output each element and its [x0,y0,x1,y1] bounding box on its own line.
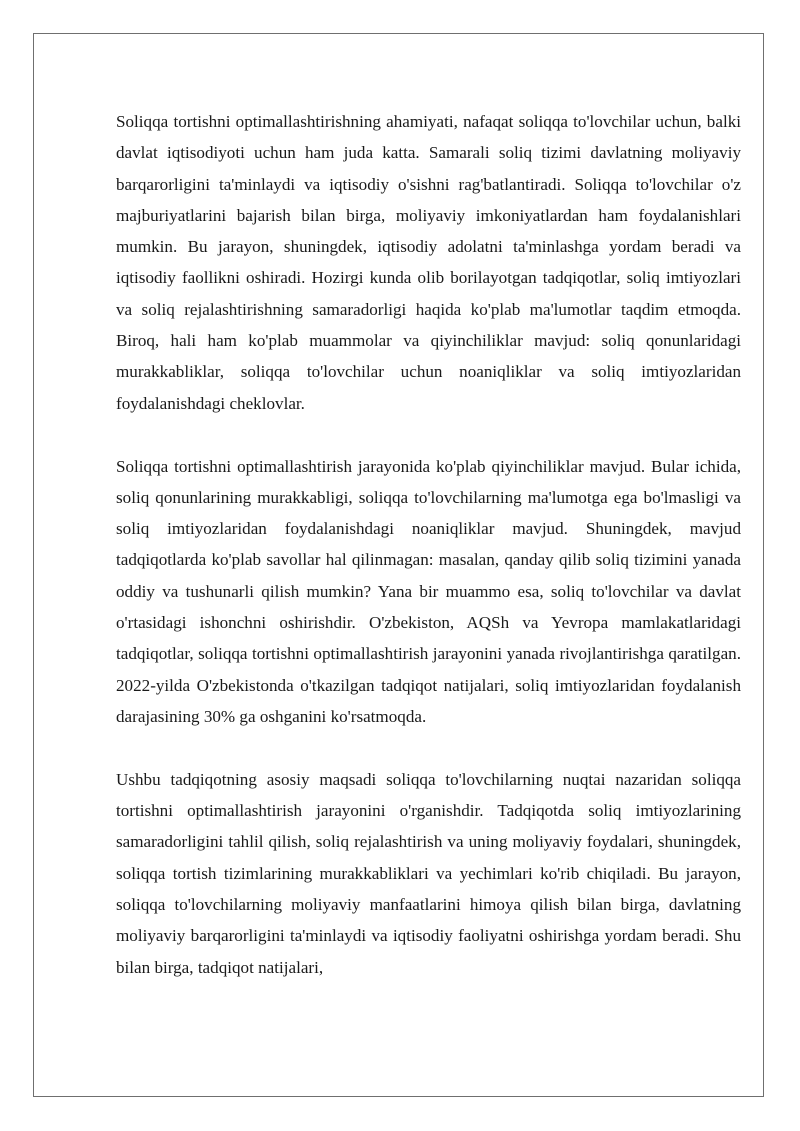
paragraph-3: Ushbu tadqiqotning asosiy maqsadi soliqqa to'lovchilarning nuqtai nazaridan soliqqa tortishni optimallashtirish jarayonini o'rganishdir. Tadqiqotda soliq imtiyozlarining samaradorligini tahlil qilish, soliq rejalashtirish va uning moliyaviy foydalari, shuningdek, soliqqa tortish tizimlarining murakkabliklari va yechimlari ko'rib chiqiladi. Bu jarayon, soliqqa to'lovchilarning moliyaviy manfaatlarini himoya qilish bilan birga, davlatning moliyaviy barqarorligini ta'minlaydi va iqtisodiy faoliyatni oshirishga yordam beradi. Shu bilan birga, tadqiqot natijalari, [116,769,741,977]
paragraph-2: Soliqqa tortishni optimallashtirish jarayonida ko'plab qiyinchiliklar mavjud. Bular ichida, soliq qonunlarining murakkabligi, soliqqa to'lovchilarning ma'lumotga ega bo'lmasligi va soliq imtiyozlaridan foydalanishdagi noaniqliklar mavjud. Shuningdek, mavjud tadqiqotlarda ko'plab savollar hal qilinmagan: masalan, qanday qilib soliq tizimini yanada oddiy va tushunarli qilish mumkin? Yana bir muammo esa, soliq to'lovchilar va davlat o'rtasidagi ishonchni oshirishdir. O'zbekiston, AQSh va Yevropa mamlakatlaridagi tadqiqotlar, soliqqa tortishni optimallashtirish jarayonini yanada rivojlantirishga qaratilgan. 2022-yilda O'zbekistonda o'tkazilgan tadqiqot natijalari, soliq imtiyozlaridan foydalanish darajasining 30% ga oshganini ko'rsatmoqda. [116,456,741,726]
paragraph-1: Soliqqa tortishni optimallashtirishning ahamiyati, nafaqat soliqqa to'lovchilar uchun, balki davlat iqtisodiyoti uchun ham juda katta. Samarali soliq tizimi davlatning moliyaviy barqarorligini ta'minlaydi va iqtisodiy o'sishni rag'batlantiradi. Soliqqa to'lovchilar o'z majburiyatlarini bajarish bilan birga, moliyaviy imkoniyatlardan ham foydalanishlari mumkin. Bu jarayon, shuningdek, iqtisodiy adolatni ta'minlashga yordam beradi va iqtisodiy faollikni oshiradi. Hozirgi kunda olib borilayotgan tadqiqotlar, soliq imtiyozlari va soliq rejalashtirishning samaradorligi haqida ko'plab ma'lumotlar taqdim etmoqda. Biroq, hali ham ko'plab muammolar va qiyinchiliklar mavjud: soliq qonunlaridagi murakkabliklar, soliqqa to'lovchilar uchun noaniqliklar va soliq imtiyozlaridan foydalanishdagi cheklovlar. [116,112,741,413]
document-body [116,106,741,1015]
